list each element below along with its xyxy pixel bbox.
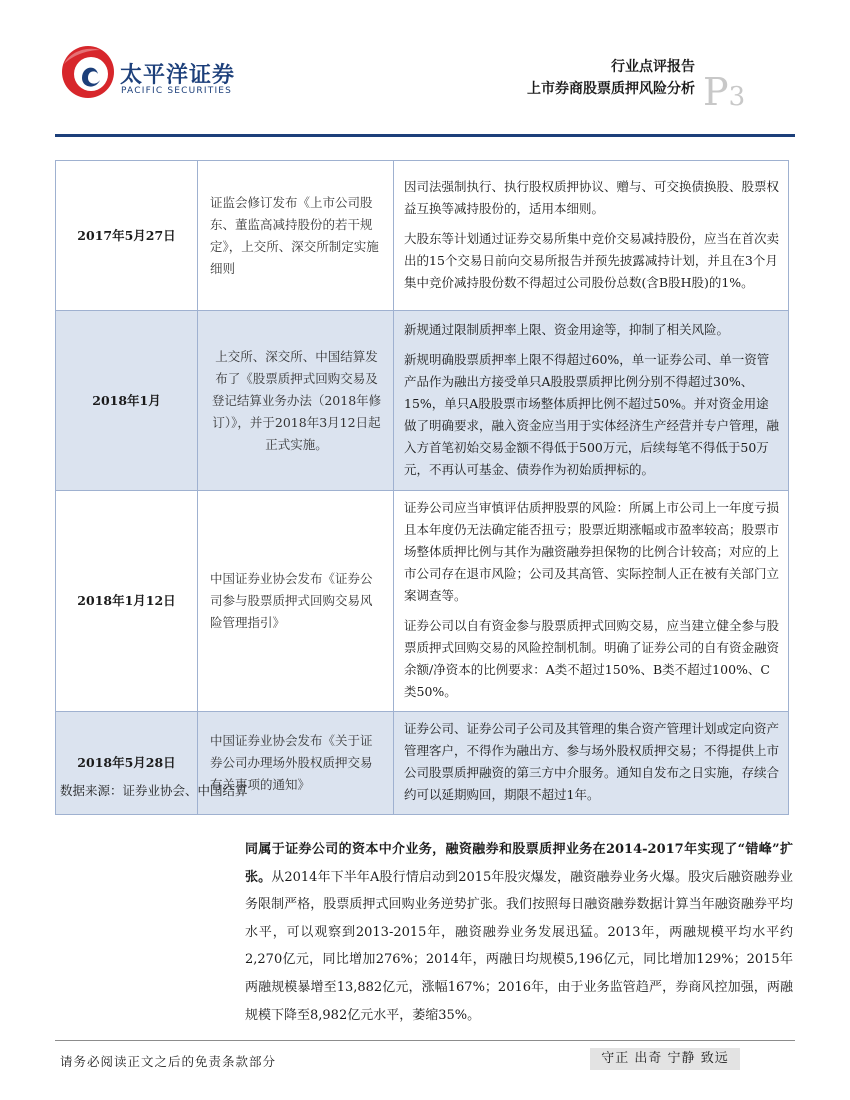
- row-content: [394, 712, 789, 815]
- table-row: [56, 712, 789, 815]
- body-lead: 同属于证券公司的资本中介业务，融资融券和股票质押业务在2014-2017年实现了“错峰”扩张。: [245, 842, 793, 885]
- table-row: [56, 311, 789, 491]
- row-issuer: 中国证券业协会发布《关于证券公司办理场外股权质押交易有关事项的通知》: [198, 712, 394, 815]
- content-paragraph: 因司法强制执行、执行股权质押协议、赠与、可交换债换股、股票权益互换等减持股份的，适用本细则。: [404, 178, 780, 216]
- brand-name-en: PACIFIC SECURITIES: [121, 86, 233, 96]
- page-number-value: 3: [728, 82, 746, 112]
- footer-disclaimer: 请务必阅读正文之后的免责条款部分: [60, 1054, 277, 1069]
- content-paragraph: 大股东等计划通过证券交易所集中竞价交易减持股份，应当在首次卖出的15个交易日前向交易所报告并预先披露减持计划，并且在3个月集中竞价减持股份数不得超过公司股份总数(含B股H股)的1%。: [404, 230, 780, 290]
- table-row: [56, 491, 789, 712]
- company-logo-icon: [60, 44, 116, 100]
- row-issuer: 证监会修订发布《上市公司股东、董监高减持股份的若干规定》，上交所、深交所制定实施细则: [198, 161, 394, 311]
- row-content: [394, 491, 789, 712]
- data-source: 数据来源：证券业协会、中国结算: [60, 783, 248, 798]
- header-divider: [55, 134, 795, 137]
- footer-motto: 守正 出奇 宁静 致远: [590, 1048, 740, 1070]
- body-text: 从2014年下半年A股行情启动到2015年股灾爆发，融资融券业务火爆。股灾后融资融券业务限制严格，股票质押式回购业务逆势扩张。我们按照每日融资融券数据计算当年融资融券平均水平，可以观察到2013-2015年，融资融券业务发展迅猛。2013年，两融规模平均水平约2,270亿元，同比增加276%；2014年，两融日均规模5,196亿元，同比增加129%；2015年两融规模暴增至13,882亿元，涨幅167%；2016年，由于业务监管趋严，券商风控加强，两融规模下降至8,982亿元水平，萎缩35%。: [245, 869, 793, 1023]
- footer-divider: [55, 1040, 795, 1041]
- row-date: 2017年5月27日: [56, 161, 198, 311]
- row-content: [394, 161, 789, 311]
- report-title: 上市券商股票质押风险分析: [527, 81, 695, 97]
- table-row: [56, 161, 789, 311]
- body-paragraph: [245, 836, 793, 1029]
- row-date: 2018年1月12日: [56, 491, 198, 712]
- row-issuer: 上交所、深交所、中国结算发布了《股票质押式回购交易及登记结算业务办法（2018年修订）》，并于2018年3月12日起正式实施。: [198, 311, 394, 491]
- page-prefix: P: [703, 70, 729, 114]
- content-paragraph: 证券公司、证券公司子公司及其管理的集合资产管理计划或定向资产管理客户，不得作为融出方、参与场外股权质押交易；不得提供上市公司股票质押融资的第三方中介服务。通知自发布之日实施，存续合约可以延期购回，期限不超过1年。: [404, 721, 780, 802]
- report-type: 行业点评报告: [611, 59, 695, 75]
- row-content: [394, 311, 789, 491]
- regulation-table: [55, 160, 789, 815]
- row-issuer: 中国证券业协会发布《证券公司参与股票质押式回购交易风险管理指引》: [198, 491, 394, 712]
- content-paragraph: 新规明确股票质押率上限不得超过60%，单一证券公司、单一资管产品作为融出方接受单只A股股票质押比例分别不得超过30%、15%，单只A股股票市场整体质押比例不超过50%。并对资金用途做了明确要求，融入资金应当用于实体经济生产经营并专户管理，融入方首笔初始交易金额不得低于500万元，后续每笔不得低于50万元，不再认可基金、债券作为初始质押标的。: [404, 351, 780, 477]
- brand-name-cn: 太平洋证券: [120, 63, 236, 88]
- content-paragraph: 新规通过限制质押率上限、资金用途等，抑制了相关风险。: [404, 321, 730, 337]
- row-date: 2018年5月28日: [56, 712, 198, 815]
- content-paragraph: 证券公司以自有资金参与股票质押式回购交易，应当建立健全参与股票质押式回购交易的风险控制机制。明确了证券公司的自有资金融资余额/净资本的比例要求：A类不超过150%、B类不超过100%、C类50%。: [404, 618, 780, 699]
- content-paragraph: 证券公司应当审慎评估质押股票的风险：所属上市公司上一年度亏损且本年度仍无法确定能否扭亏；股票近期涨幅或市盈率较高；股票市场整体质押比例与其作为融资融券担保物的比例合计较高；对应的上市公司存在退市风险；公司及其高管、实际控制人正在被有关部门立案调查等。: [404, 500, 780, 603]
- row-date: 2018年1月: [56, 311, 198, 491]
- page-number: [703, 70, 745, 114]
